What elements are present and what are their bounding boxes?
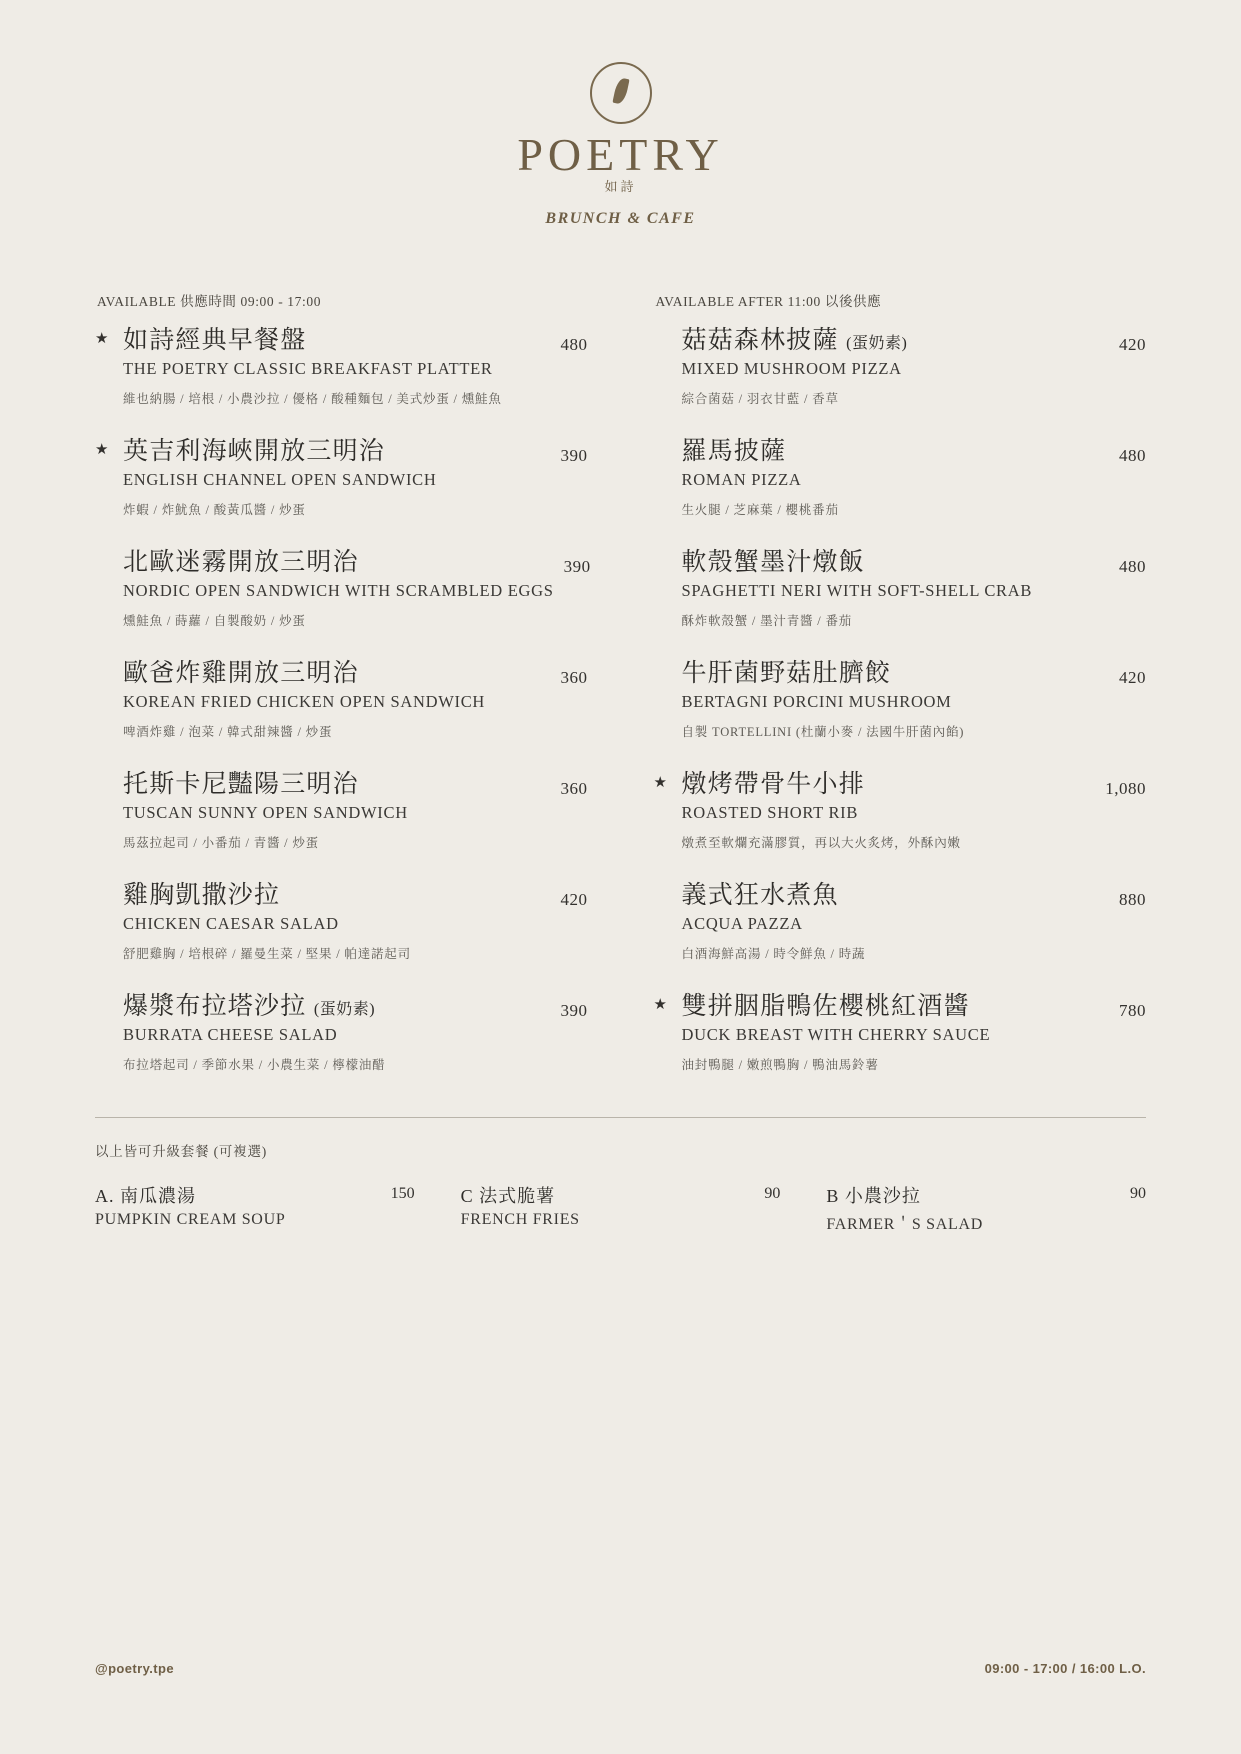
menu-item[interactable] <box>95 770 588 852</box>
item-price: 420 <box>560 890 588 909</box>
item-name-en: ROASTED SHORT RIB <box>681 802 859 822</box>
item-description: 燻鮭魚 / 蒔蘿 / 自製酸奶 / 炒蛋 <box>123 613 306 628</box>
item-price: 1,080 <box>1105 779 1146 798</box>
section-divider <box>95 1117 1146 1118</box>
addon-item[interactable] <box>95 1182 461 1234</box>
item-description: 自製 TORTELLINI (杜蘭小麥 / 法國牛肝菌內餡) <box>681 724 965 739</box>
item-name-cn: 雞胸凱撒沙拉 <box>123 882 281 909</box>
page-footer <box>95 1661 1146 1676</box>
menu-item[interactable] <box>654 770 1147 852</box>
item-name-en: THE POETRY CLASSIC BREAKFAST PLATTER <box>123 358 493 378</box>
quill-logo-icon <box>590 62 652 124</box>
addon-price: 150 <box>390 1185 415 1202</box>
menu-item[interactable] <box>95 326 588 408</box>
item-name-cn: 歐爸炸雞開放三明治 <box>123 660 359 687</box>
item-name-en: DUCK BREAST WITH CHERRY SAUCE <box>681 1024 991 1044</box>
item-description: 燉煮至軟爛充滿膠質，再以大火炙烤，外酥內嫩 <box>681 835 961 850</box>
item-name-cn: 羅馬披薩 <box>681 438 787 465</box>
item-name-en: MIXED MUSHROOM PIZZA <box>681 358 902 378</box>
item-name-cn: 軟殼蟹墨汁燉飯 <box>681 549 865 576</box>
item-name-cn: 雙拼胭脂鴨佐櫻桃紅酒醬 <box>681 993 970 1020</box>
item-name-en: NORDIC OPEN SANDWICH WITH SCRAMBLED EGGS <box>123 580 554 600</box>
item-name-cn: 如詩經典早餐盤 <box>123 327 307 354</box>
addon-list <box>95 1182 1146 1234</box>
signature-star-icon: ★ <box>653 997 667 1013</box>
item-name-en: BURRATA CHEESE SALAD <box>123 1024 338 1044</box>
item-description: 酥炸軟殼蟹 / 墨汁青醬 / 番茄 <box>681 613 853 628</box>
brand-wordmark-cn: 如詩 <box>604 179 637 194</box>
menu-item[interactable] <box>95 659 588 741</box>
item-name-cn <box>123 992 551 1022</box>
item-price: 880 <box>1119 890 1146 909</box>
item-name-cn <box>682 326 1110 356</box>
item-name-en: CHICKEN CAESAR SALAD <box>123 913 339 933</box>
item-description: 啤酒炸雞 / 泡菜 / 韓式甜辣醬 / 炒蛋 <box>123 724 333 739</box>
item-description: 生火腿 / 芝麻葉 / 櫻桃番茄 <box>681 502 839 517</box>
menu-column-all-day <box>95 290 591 1103</box>
menu-columns <box>95 290 1146 1103</box>
item-diet-tag: (蛋奶素) <box>846 335 908 352</box>
menu-item[interactable] <box>654 437 1147 519</box>
item-description: 油封鴨腿 / 嫩煎鴨胸 / 鴨油馬鈴薯 <box>681 1057 879 1072</box>
item-name-en: BERTAGNI PORCINI MUSHROOM <box>681 691 952 711</box>
item-price: 360 <box>560 779 588 798</box>
item-description: 維也納腸 / 培根 / 小農沙拉 / 優格 / 酸種麵包 / 美式炒蛋 / 燻鮭魚 <box>123 391 502 406</box>
addon-item[interactable] <box>826 1182 1146 1234</box>
item-description: 白酒海鮮高湯 / 時令鮮魚 / 時蔬 <box>681 946 866 961</box>
item-name-en: ROMAN PIZZA <box>681 469 802 489</box>
social-handle[interactable]: @poetry.tpe <box>95 1661 174 1676</box>
item-name-cn-text: 爆漿布拉塔沙拉 <box>123 993 307 1020</box>
item-price: 480 <box>560 335 588 354</box>
menu-item[interactable] <box>654 548 1147 630</box>
item-description: 舒肥雞胸 / 培根碎 / 羅曼生菜 / 堅果 / 帕達諾起司 <box>123 946 411 961</box>
addon-price: 90 <box>1130 1185 1147 1202</box>
item-name-en: ENGLISH CHANNEL OPEN SANDWICH <box>123 469 437 489</box>
item-name-cn: 義式狂水煮魚 <box>681 882 839 909</box>
item-name-en: SPAGHETTI NERI WITH SOFT-SHELL CRAB <box>681 580 1033 600</box>
item-name-cn: 英吉利海峽開放三明治 <box>123 438 386 465</box>
column-heading: AVAILABLE 供應時間 09:00 - 17:00 <box>97 294 322 309</box>
item-diet-tag: (蛋奶素) <box>313 1001 376 1018</box>
brand-tagline: BRUNCH & CAFE <box>545 210 696 227</box>
item-description: 炸蝦 / 炸魷魚 / 酸黃瓜醬 / 炒蛋 <box>123 502 306 517</box>
menu-item[interactable] <box>654 992 1147 1074</box>
item-price: 480 <box>1119 446 1146 465</box>
item-price: 360 <box>560 668 588 687</box>
item-price: 420 <box>1119 668 1146 687</box>
item-name-cn: 托斯卡尼豔陽三明治 <box>123 771 359 798</box>
item-name-cn-text: 菇菇森林披薩 <box>681 327 839 354</box>
menu-item[interactable] <box>95 437 588 519</box>
column-heading: AVAILABLE AFTER 11:00 以後供應 <box>655 294 882 309</box>
item-name-en: TUSCAN SUNNY OPEN SANDWICH <box>123 802 408 822</box>
menu-item[interactable] <box>654 881 1147 963</box>
signature-star-icon: ★ <box>95 331 109 347</box>
item-price: 390 <box>560 446 588 465</box>
item-name-cn: 燉烤帶骨牛小排 <box>681 771 865 798</box>
brand-wordmark <box>517 129 724 194</box>
item-price: 780 <box>1119 1001 1146 1020</box>
addon-note: 以上皆可升級套餐 (可複選) <box>95 1144 268 1159</box>
item-description: 馬茲拉起司 / 小番茄 / 青醬 / 炒蛋 <box>123 835 319 850</box>
signature-star-icon: ★ <box>653 775 667 791</box>
addon-price: 90 <box>764 1185 781 1202</box>
item-name-cn: 牛肝菌野菇肚臍餃 <box>681 660 892 687</box>
item-price: 420 <box>1119 335 1146 354</box>
addon-name-en: PUMPKIN CREAM SOUP <box>95 1211 286 1228</box>
menu-item[interactable] <box>654 659 1147 741</box>
menu-item[interactable] <box>95 548 591 630</box>
item-price: 390 <box>560 1001 588 1020</box>
signature-star-icon: ★ <box>95 442 109 458</box>
item-name-en: KOREAN FRIED CHICKEN OPEN SANDWICH <box>123 691 486 711</box>
item-price: 390 <box>563 557 591 576</box>
opening-hours: 09:00 - 17:00 / 16:00 L.O. <box>984 1661 1146 1676</box>
addon-name-cn: C 法式脆薯 <box>460 1186 556 1206</box>
addon-name-en: FARMER＇S SALAD <box>826 1216 983 1233</box>
brand-header <box>95 0 1146 228</box>
addon-name-cn: B 小農沙拉 <box>826 1186 921 1206</box>
item-name-en: ACQUA PAZZA <box>681 913 803 933</box>
menu-item[interactable] <box>654 326 1147 408</box>
addon-name-cn: A. 南瓜濃湯 <box>95 1186 196 1206</box>
menu-column-after-eleven <box>654 290 1147 1103</box>
item-name-cn: 北歐迷霧開放三明治 <box>123 549 359 576</box>
addon-item[interactable] <box>461 1182 827 1234</box>
item-description: 布拉塔起司 / 季節水果 / 小農生菜 / 檸檬油醋 <box>123 1057 386 1072</box>
brand-wordmark-text: POETRY <box>517 129 724 180</box>
item-price: 480 <box>1119 557 1146 576</box>
item-description: 綜合菌菇 / 羽衣甘藍 / 香草 <box>681 391 839 406</box>
addon-name-en: FRENCH FRIES <box>460 1211 580 1228</box>
menu-item[interactable] <box>95 992 588 1074</box>
menu-item[interactable] <box>95 881 588 963</box>
